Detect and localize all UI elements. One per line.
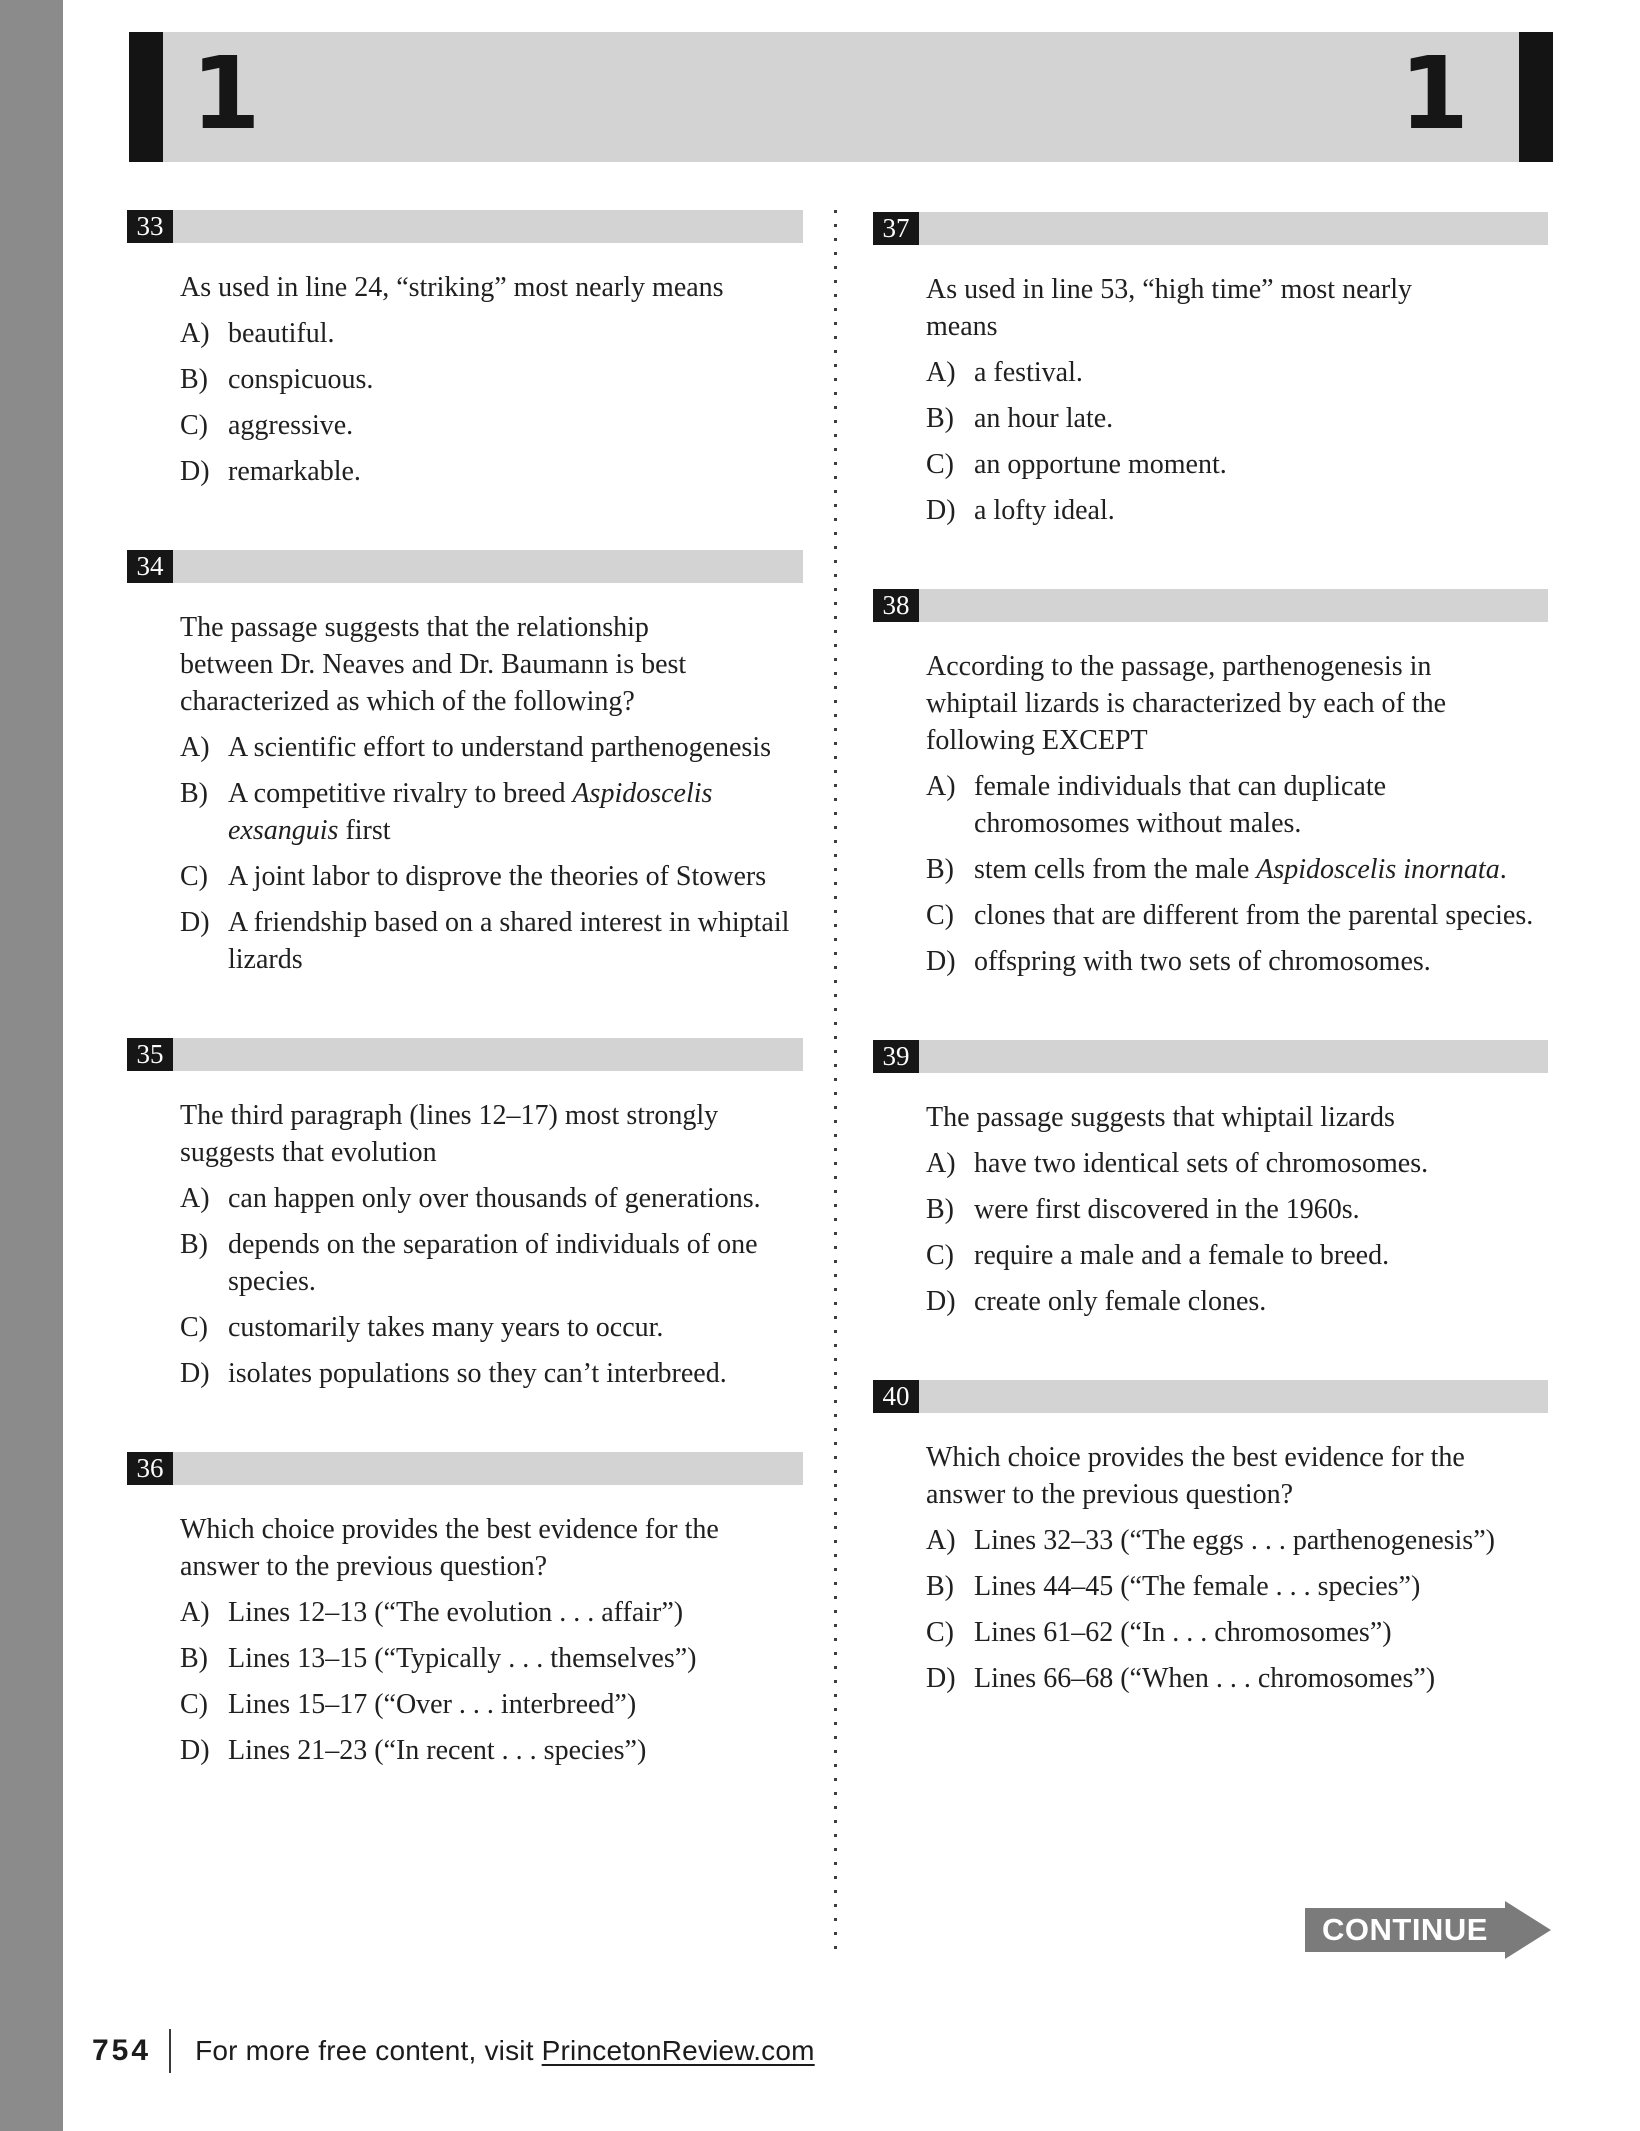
continue-arrowhead-icon xyxy=(1505,1901,1551,1959)
choice-text: stem cells from the male Aspidoscelis inornata. xyxy=(974,854,1507,885)
choice-text: a festival. xyxy=(974,357,1083,388)
question-35-header xyxy=(127,1038,803,1071)
question-stem: Which choice provides the best evidence for the answer to the previous question? xyxy=(180,1514,719,1582)
choice-text: remarkable. xyxy=(228,456,361,487)
question-header-bar xyxy=(919,212,1548,245)
choice-37A xyxy=(926,354,1548,391)
section-number-right: 1 xyxy=(1399,35,1469,152)
question-33-header xyxy=(127,210,803,243)
header-left-bar xyxy=(129,32,163,162)
choice-text: customarily takes many years to occur. xyxy=(228,1312,664,1343)
choice-text: offspring with two sets of chromosomes. xyxy=(974,946,1431,977)
choice-letter: A) xyxy=(926,357,956,388)
choice-text: A competitive rivalry to breed Aspidoscelis exsanguis first xyxy=(228,778,713,846)
choice-letter: C) xyxy=(180,1312,208,1343)
choice-40D xyxy=(926,1660,1548,1697)
choice-letter: C) xyxy=(180,1689,208,1720)
question-number-badge: 36 xyxy=(127,1452,173,1485)
question-stem: The passage suggests that whiptail lizards xyxy=(926,1102,1395,1133)
choice-34B xyxy=(180,775,803,849)
choice-list xyxy=(926,1145,1548,1320)
choice-35B xyxy=(180,1226,803,1300)
choice-letter: C) xyxy=(180,410,208,441)
choice-40B xyxy=(926,1568,1548,1605)
choice-letter: C) xyxy=(180,861,208,892)
question-stem: As used in line 24, “striking” most nearly means xyxy=(180,272,724,303)
choice-36D xyxy=(180,1732,803,1769)
question-37 xyxy=(873,212,1548,529)
page-footer xyxy=(92,2028,815,2074)
footer-prefix: For more free content, visit xyxy=(195,2035,542,2066)
choice-letter: A) xyxy=(180,1183,210,1214)
question-36-header xyxy=(127,1452,803,1485)
choice-letter: B) xyxy=(180,778,208,809)
choice-letter: A) xyxy=(180,1597,210,1628)
choice-list xyxy=(926,354,1548,529)
choice-list xyxy=(180,729,803,978)
choice-letter: C) xyxy=(926,1617,954,1648)
choice-35D xyxy=(180,1355,803,1392)
question-number-badge: 35 xyxy=(127,1038,173,1071)
choice-letter: D) xyxy=(926,1663,956,1694)
choice-text: A scientific effort to understand parthenogenesis xyxy=(228,732,771,763)
choice-list xyxy=(926,768,1548,980)
choice-37C xyxy=(926,446,1548,483)
choice-text: female individuals that can duplicate chromosomes without males. xyxy=(974,771,1387,839)
choice-letter: D) xyxy=(926,946,956,977)
footer-text xyxy=(195,2035,815,2067)
choice-39B xyxy=(926,1191,1548,1228)
question-header-bar xyxy=(173,210,803,243)
choice-text: have two identical sets of chromosomes. xyxy=(974,1148,1429,1179)
choice-35C xyxy=(180,1309,803,1346)
question-35 xyxy=(127,1038,803,1392)
question-34-header xyxy=(127,550,803,583)
question-40 xyxy=(873,1380,1548,1697)
question-34 xyxy=(127,550,803,978)
choice-36A xyxy=(180,1594,803,1631)
choice-38C xyxy=(926,897,1548,934)
question-number-badge: 39 xyxy=(873,1040,919,1073)
question-37-header xyxy=(873,212,1548,245)
choice-34C xyxy=(180,858,803,895)
choice-text: isolates populations so they can’t interbreed. xyxy=(228,1358,727,1389)
choice-text: an opportune moment. xyxy=(974,449,1227,480)
question-header-bar xyxy=(919,589,1548,622)
section-number-left: 1 xyxy=(191,35,261,152)
choice-text: create only female clones. xyxy=(974,1286,1267,1317)
question-stem: The passage suggests that the relationship between Dr. Neaves and Dr. Baumann is best characterized as which of the following? xyxy=(180,612,687,717)
choice-letter: D) xyxy=(926,1286,956,1317)
question-39-header xyxy=(873,1040,1548,1073)
question-stem: According to the passage, parthenogenesis in whiptail lizards is characterized by each of the following EXCEPT xyxy=(926,651,1447,756)
question-number-badge: 38 xyxy=(873,589,919,622)
question-number-badge: 40 xyxy=(873,1380,919,1413)
page-number: 754 xyxy=(92,2034,152,2067)
choice-letter: B) xyxy=(926,1194,954,1225)
choice-list xyxy=(926,1522,1548,1697)
choice-40A xyxy=(926,1522,1548,1559)
choice-letter: A) xyxy=(180,732,210,763)
choice-text: were first discovered in the 1960s. xyxy=(974,1194,1360,1225)
continue-button[interactable] xyxy=(1305,1908,1505,1952)
question-number-badge: 34 xyxy=(127,550,173,583)
choice-text: Lines 12–13 (“The evolution . . . affair”) xyxy=(228,1597,684,1628)
choice-34D xyxy=(180,904,803,978)
choice-letter: C) xyxy=(926,1240,954,1271)
choice-40C xyxy=(926,1614,1548,1651)
choice-text: require a male and a female to breed. xyxy=(974,1240,1390,1271)
question-header-bar xyxy=(173,550,803,583)
choice-letter: D) xyxy=(926,495,956,526)
choice-39C xyxy=(926,1237,1548,1274)
choice-letter: B) xyxy=(180,1229,208,1260)
question-stem: The third paragraph (lines 12–17) most strongly suggests that evolution xyxy=(180,1100,719,1168)
choice-letter: B) xyxy=(180,1643,208,1674)
choice-text: Lines 21–23 (“In recent . . . species”) xyxy=(228,1735,647,1766)
page-left-gutter xyxy=(0,0,63,2131)
continue-label: CONTINUE xyxy=(1322,1912,1488,1947)
question-number-badge: 37 xyxy=(873,212,919,245)
choice-text: Lines 32–33 (“The eggs . . . parthenogenesis”) xyxy=(974,1525,1495,1556)
choice-33B xyxy=(180,361,803,398)
choice-letter: D) xyxy=(180,456,210,487)
choice-33A xyxy=(180,315,803,352)
choice-39D xyxy=(926,1283,1548,1320)
question-36 xyxy=(127,1452,803,1769)
choice-text: conspicuous. xyxy=(228,364,374,395)
question-header-bar xyxy=(173,1452,803,1485)
choice-letter: B) xyxy=(926,1571,954,1602)
question-38 xyxy=(873,589,1548,980)
choice-letter: C) xyxy=(926,900,954,931)
choice-33C xyxy=(180,407,803,444)
choice-34A xyxy=(180,729,803,766)
choice-39A xyxy=(926,1145,1548,1182)
choice-text: A joint labor to disprove the theories of Stowers xyxy=(228,861,767,892)
choice-text: can happen only over thousands of generations. xyxy=(228,1183,761,1214)
question-38-header xyxy=(873,589,1548,622)
choice-38D xyxy=(926,943,1548,980)
header-band xyxy=(163,32,1519,162)
footer-divider xyxy=(169,2029,171,2073)
choice-letter: C) xyxy=(926,449,954,480)
question-column-1 xyxy=(127,210,803,1829)
question-39 xyxy=(873,1040,1548,1320)
choice-text: Lines 61–62 (“In . . . chromosomes”) xyxy=(974,1617,1392,1648)
choice-letter: A) xyxy=(926,1148,956,1179)
choice-letter: D) xyxy=(180,907,210,938)
choice-letter: A) xyxy=(180,318,210,349)
choice-text: Lines 13–15 (“Typically . . . themselves”) xyxy=(228,1643,697,1674)
question-33 xyxy=(127,210,803,490)
column-divider xyxy=(834,210,837,1956)
question-column-2 xyxy=(873,212,1548,1757)
choice-38B xyxy=(926,851,1548,888)
choice-text: depends on the separation of individuals of one species. xyxy=(228,1229,758,1297)
choice-37D xyxy=(926,492,1548,529)
choice-33D xyxy=(180,453,803,490)
choice-letter: B) xyxy=(926,403,954,434)
header-right-bar xyxy=(1519,32,1553,162)
footer-link[interactable]: PrincetonReview.com xyxy=(541,2035,815,2066)
choice-37B xyxy=(926,400,1548,437)
choice-list xyxy=(180,315,803,490)
choice-letter: A) xyxy=(926,771,956,802)
choice-letter: A) xyxy=(926,1525,956,1556)
question-header-bar xyxy=(919,1380,1548,1413)
choice-letter: B) xyxy=(180,364,208,395)
choice-text: Lines 66–68 (“When . . . chromosomes”) xyxy=(974,1663,1436,1694)
question-stem: Which choice provides the best evidence for the answer to the previous question? xyxy=(926,1442,1465,1510)
question-number-badge: 33 xyxy=(127,210,173,243)
choice-list xyxy=(180,1180,803,1392)
choice-text: Lines 44–45 (“The female . . . species”) xyxy=(974,1571,1421,1602)
choice-36C xyxy=(180,1686,803,1723)
question-stem: As used in line 53, “high time” most nearly means xyxy=(926,274,1413,342)
choice-text: an hour late. xyxy=(974,403,1114,434)
choice-35A xyxy=(180,1180,803,1217)
choice-text: a lofty ideal. xyxy=(974,495,1115,526)
question-header-bar xyxy=(173,1038,803,1071)
choice-text: clones that are different from the parental species. xyxy=(974,900,1534,931)
choice-letter: D) xyxy=(180,1358,210,1389)
question-header-bar xyxy=(919,1040,1548,1073)
question-40-header xyxy=(873,1380,1548,1413)
choice-38A xyxy=(926,768,1548,842)
section-header xyxy=(129,32,1553,162)
choice-list xyxy=(180,1594,803,1769)
choice-letter: D) xyxy=(180,1735,210,1766)
choice-text: Lines 15–17 (“Over . . . interbreed”) xyxy=(228,1689,637,1720)
choice-text: beautiful. xyxy=(228,318,335,349)
choice-36B xyxy=(180,1640,803,1677)
choice-text: A friendship based on a shared interest in whiptail lizards xyxy=(228,907,790,975)
choice-letter: B) xyxy=(926,854,954,885)
choice-text: aggressive. xyxy=(228,410,354,441)
